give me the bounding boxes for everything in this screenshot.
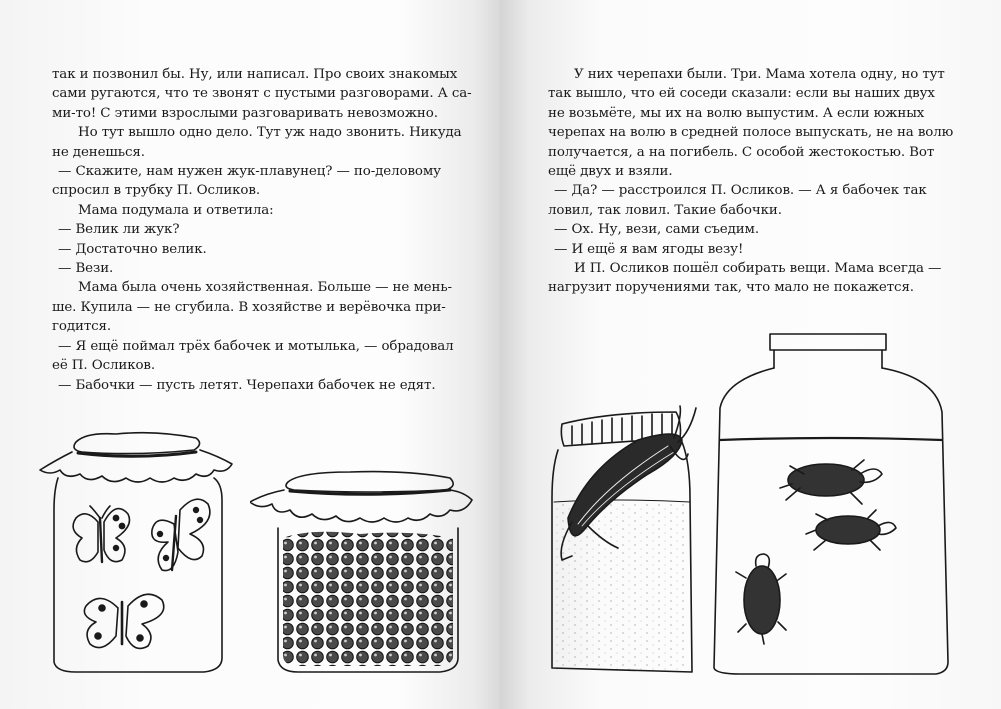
butterfly-jar-icon	[36, 430, 236, 680]
text-line: ещё двух и взяли.	[548, 164, 673, 180]
text-line: черепах на волю в средней полосе выпускать, не на волю	[548, 125, 954, 141]
text-line: годится.	[52, 319, 112, 335]
right-page-text	[548, 65, 954, 298]
beetle-jar-icon	[548, 398, 698, 680]
left-page-text	[52, 65, 472, 395]
text-line: так вышло, что ей соседи сказали: если вы наших двух	[548, 86, 935, 102]
text-line: — Велик ли жук?	[58, 222, 180, 238]
text-line: её П. Осликов.	[52, 358, 156, 374]
berry-jar-icon	[250, 468, 482, 682]
text-line: — Да? — расстроился П. Осликов. — А я бабочек так	[554, 183, 927, 199]
text-line: — Ох. Ну, вези, сами съедим.	[554, 222, 760, 238]
text-line: — И ещё я вам ягоды везу!	[554, 241, 744, 257]
text-line: — Вези.	[58, 261, 114, 277]
text-line: Мама подумала и ответила:	[78, 202, 274, 218]
text-line: ловил, так ловил. Такие бабочки.	[548, 202, 782, 218]
text-line: не возьмёте, мы их на волю выпустим. А если южных	[548, 105, 925, 121]
text-line: ше. Купила — не сгубила. В хозяйстве и верёвочка при-	[52, 299, 446, 315]
text-line: Но тут вышло одно дело. Тут уж надо звонить. Никуда	[78, 125, 462, 141]
text-line: сами ругаются, что те звонят с пустыми разговорами. А са-	[52, 86, 472, 102]
text-line: ми-то! С этими взрослыми разговаривать невозможно.	[52, 105, 438, 121]
turtle-jar-icon	[710, 328, 958, 680]
text-line: У них черепахи были. Три. Мама хотела одну, но тут	[574, 67, 945, 82]
text-line: — Скажите, нам нужен жук-плавунец? — по-деловому	[58, 164, 441, 180]
text-line: — Я ещё поймал трёх бабочек и мотылька, — обрадовал	[58, 338, 454, 354]
text-line: получается, а на погибель. С особой жестокостью. Вот	[548, 144, 935, 160]
text-line: — Бабочки — пусть летят. Черепахи бабочек не едят.	[58, 377, 436, 393]
text-line: нагрузит поручениями так, что мало не покажется.	[548, 280, 914, 296]
text-line: И П. Осликов пошёл собирать вещи. Мама всегда —	[574, 261, 942, 277]
text-line: — Достаточно велик.	[58, 241, 207, 257]
text-line: Мама была очень хозяйственная. Больше — не мень-	[78, 280, 452, 296]
text-line: спросил в трубку П. Осликов.	[52, 183, 260, 199]
text-line: не денешься.	[52, 144, 145, 160]
text-line: так и позвонил бы. Ну, или написал. Про своих знакомых	[52, 67, 458, 82]
